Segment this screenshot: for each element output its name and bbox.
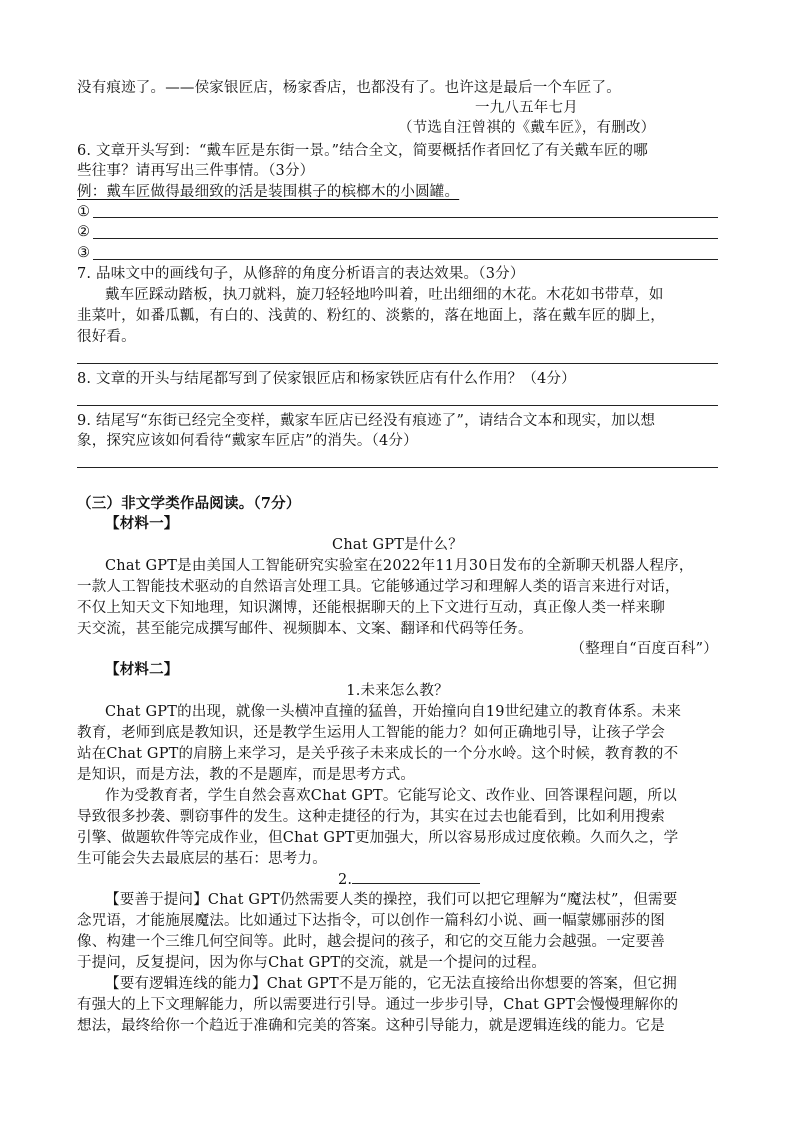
q7-quote-line1: 戴车匠踩动踏板，执刀就料，旋刀轻轻地吟叫着，吐出细细的木花。木花如书带草，如 [105, 287, 664, 303]
subtitle-2-blank[interactable] [352, 869, 480, 884]
material1-p3: 不仅上知天文下知地理，知识渊博，还能根据聊天的上下文进行互动，真正像人类一样来聊 [77, 600, 665, 616]
q7-quote-line3: 很好看。 [77, 329, 136, 345]
q6-blank-1-label: ① [77, 204, 91, 220]
material2-c4: 于提问，反复提问，因为你与Chat GPT的交流，就是一个提问的过程。 [77, 955, 547, 971]
passage-source: （节选自汪曾祺的《戴车匠》，有删改） [398, 120, 656, 136]
material2-b2: 导致很多抄袭、剽窃事件的发生。这种走捷径的行为，其实在过去也能看到，比如利用搜索 [77, 809, 665, 825]
material1-source: （整理自“百度百科”） [570, 641, 718, 657]
material2-a3: 站在Chat GPT的肩膀上来学习，是关乎孩子未来成长的一个分水岭。这个时候，教育教的不 [77, 746, 679, 762]
q8-prompt: 8. 文章的开头与结尾都写到了侯家银匠店和杨家铁匠店有什么作用？（4分） [77, 371, 576, 387]
section3-heading: （三）非文学类作品阅读。（7分） [77, 495, 301, 512]
q6-answer-line-2[interactable] [93, 238, 718, 239]
material1-p4: 天交流，甚至能完成撰写邮件、视频脚本、文案、翻译和代码等任务。 [77, 621, 533, 637]
material2-c1: 【要善于提问】Chat GPT仍然需要人类的操控，我们可以把它理解为“魔法杖”，但需要 [105, 892, 678, 908]
material2-b3: 引擎、做题软件等完成作业，但Chat GPT更加强大，所以容易形成过度依赖。久而久之，学 [77, 830, 679, 846]
q6-example-text: 例：戴车匠做得最细致的活是装围棋子的槟榔木的小圆罐。 [77, 184, 460, 200]
material2-a1: Chat GPT的出现，就像一头横冲直撞的猛兽，开始撞向自19世纪建立的教育体系。未来 [105, 704, 682, 720]
material1-p1: Chat GPT是由美国人工智能研究实验室在2022年11月30日发布的全新聊天机器人程序， [105, 558, 694, 574]
material2-b1: 作为受教育者，学生自然会喜欢Chat GPT。它能写论文、改作业、回答课程问题，所以 [105, 788, 677, 804]
q9-line2: 象，探究应该如何看待“戴家车匠店”的消失。（4分） [77, 433, 418, 449]
material2-d2: 有强大的上下文理解能力，所以需要进行引导。通过一步步引导，Chat GPT会慢慢理解你的 [77, 997, 679, 1013]
q6-line1: 6. 文章开头写到：“戴车匠是东街一景。”结合全文，简要概括作者回忆了有关戴车匠的哪 [77, 143, 648, 159]
material2-c2: 念咒语，才能施展魔法。比如通过下达指令，可以创作一篇科幻小说、画一幅蒙娜丽莎的图 [77, 913, 665, 929]
subtitle-2-number: 2. [338, 872, 353, 888]
q6-blank-3-label: ③ [77, 245, 91, 261]
material1-label: 【材料一】 [105, 515, 179, 532]
q7-answer-line[interactable] [77, 363, 718, 364]
material2-c3: 像、构建一个三维几何空间等。此时，越会提问的孩子，和它的交互能力会越强。一定要善 [77, 934, 665, 950]
q9-line1: 9. 结尾写“东街已经完全变样，戴家车匠店已经没有痕迹了”，请结合文本和现实，加以想 [77, 413, 656, 429]
q6-example [77, 182, 718, 202]
material2-label: 【材料二】 [105, 661, 179, 678]
material2-b4: 生可能会失去最底层的基石：思考力。 [77, 851, 327, 867]
material2-d1: 【要有逻辑连线的能力】Chat GPT不是万能的，它无法直接给出你想要的答案，但它拥 [105, 976, 677, 992]
q6-blank-2-label: ② [77, 224, 91, 240]
material2-a2: 教育，老师到底是教知识，还是教学生运用人工智能的能力？如何正确地引导，让孩子学会 [77, 725, 665, 741]
material2-a4: 是知识，而是方法，教的不是题库，而是思考方式。 [77, 767, 416, 783]
material1-title: Chat GPT是什么？ [332, 537, 463, 553]
q6-answer-line-1[interactable] [93, 217, 718, 218]
material1-p2: 一款人工智能技术驱动的自然语言处理工具。它能够通过学习和理解人类的语言来进行对话， [77, 579, 680, 595]
passage-date: 一九八五年七月 [475, 100, 578, 116]
material2-subtitle-2 [338, 869, 498, 890]
material2-subtitle-1: 1.未来怎么教？ [346, 683, 449, 699]
q9-answer-line[interactable] [77, 467, 718, 468]
q7-quote-line2: 韭菜叶，如番瓜瓤，有白的、浅黄的、粉红的、淡紫的，落在地面上，落在戴车匠的脚上， [77, 308, 665, 324]
q7-prompt: 7. 品味文中的画线句子，从修辞的角度分析语言的表达效果。（3分） [77, 266, 525, 282]
material2-d3: 想法，最终给你一个趋近于准确和完美的答案。这种引导能力，就是逻辑连线的能力。它是 [77, 1018, 665, 1034]
q6-line2: 些往事？请再写出三件事情。（3分） [77, 163, 315, 179]
q6-answer-line-3[interactable] [93, 259, 718, 260]
q8-answer-line[interactable] [77, 405, 718, 406]
passage-last-line: 没有痕迹了。——侯家银匠店，杨家香店，也都没有了。也许这是最后一个车匠了。 [77, 80, 621, 96]
